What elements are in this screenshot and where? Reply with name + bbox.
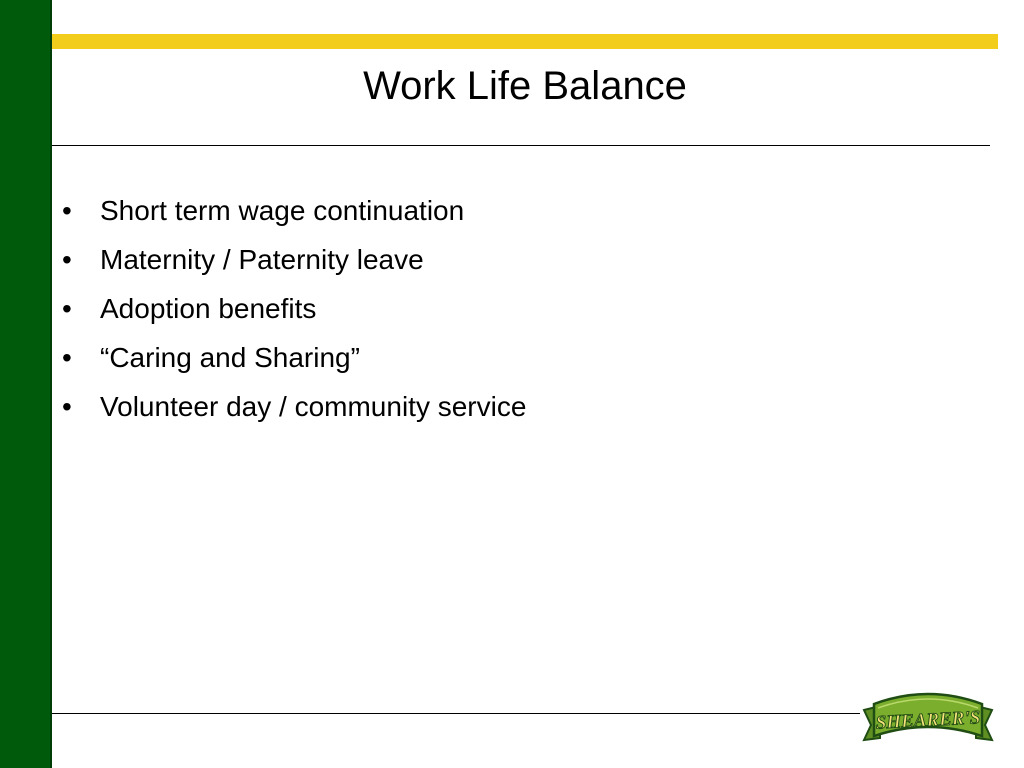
bullet-icon: • [62,342,72,373]
bullet-icon: • [62,195,72,226]
footer-divider [52,713,860,714]
bullet-icon: • [62,391,72,422]
bullet-list [62,186,526,431]
list-item [62,235,526,284]
list-item [62,333,526,382]
list-item [62,186,526,235]
title-divider [52,145,990,146]
bullet-icon: • [62,293,72,324]
sidebar-edge [50,0,52,768]
slide-title: Work Life Balance [363,64,687,108]
list-item [62,284,526,333]
left-green-sidebar [0,0,52,768]
bullet-text: Maternity / Paternity leave [100,244,424,275]
header-yellow-band [52,34,998,49]
bullet-icon: • [62,244,72,275]
list-item [62,382,526,431]
bullet-text: Volunteer day / community service [100,391,527,422]
bullet-text: Short term wage continuation [100,195,465,226]
bullet-text: Adoption benefits [100,293,317,324]
svg-text:SHEARER'S: SHEARER'S [875,707,981,734]
shearers-logo-icon [858,680,998,750]
bullet-text: “Caring and Sharing” [100,342,360,373]
